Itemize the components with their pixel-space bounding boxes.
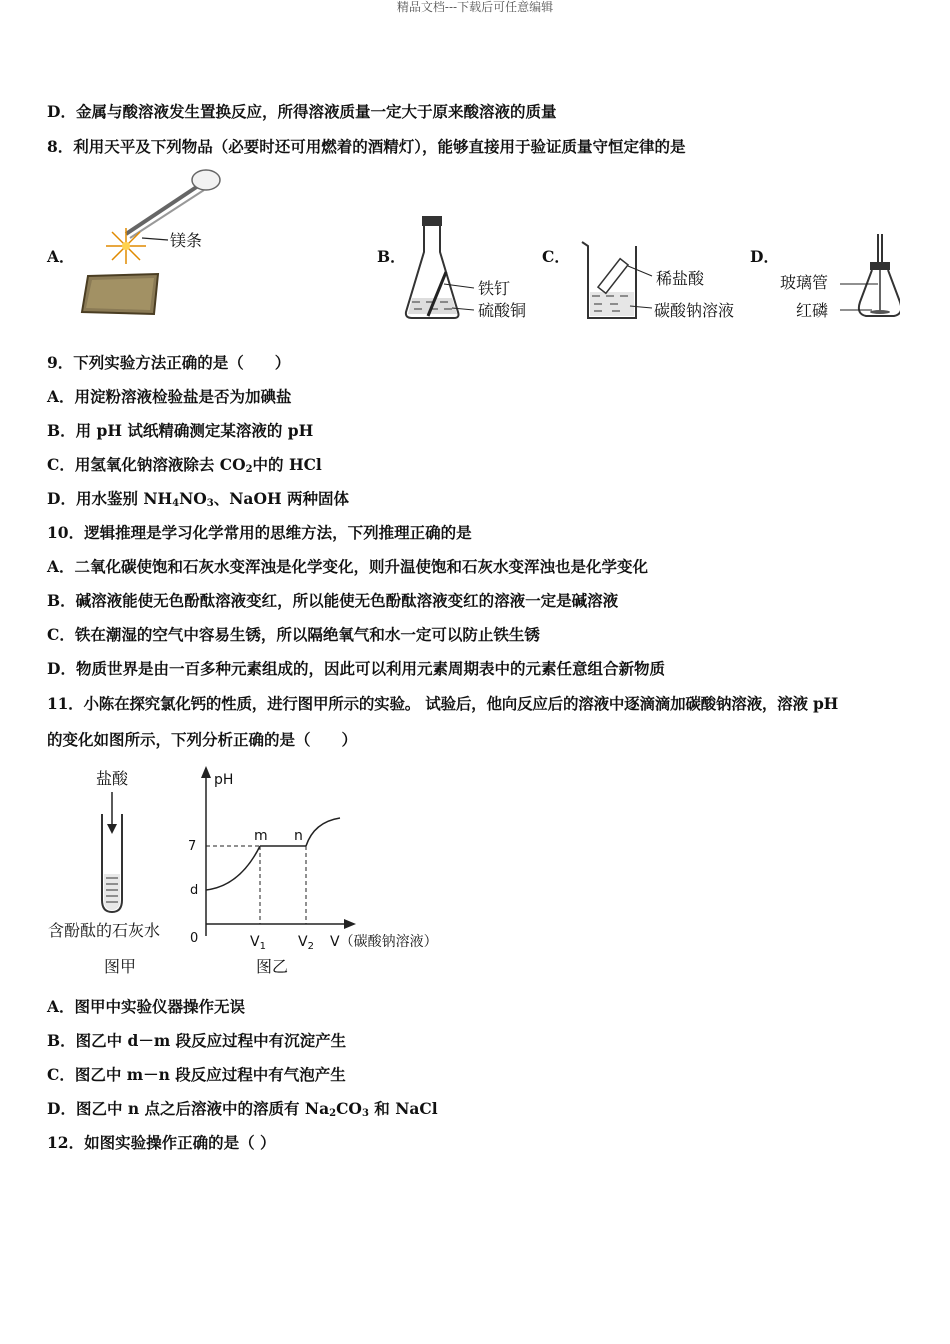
x-axis-label: V（碳酸钠溶液） <box>330 934 438 950</box>
q8-option-c-letter: C． <box>542 247 570 266</box>
q10-option-d: D．物质世界是由一百多种元素组成的，因此可以利用元素周期表中的元素任意组合新物质 <box>47 659 665 678</box>
fig-jia-tube-label: 含酚酞的石灰水 <box>48 921 161 940</box>
q8-figure-b <box>400 212 550 322</box>
fig-yi-caption: 图乙 <box>256 957 289 976</box>
curve-d-m <box>206 846 260 890</box>
page-header: 精品文档---下载后可任意编辑 <box>396 0 554 14</box>
figure-yi-chart <box>186 764 458 980</box>
q11-stem-line1: 11．小陈在探究氯化钙的性质，进行图甲所示的实验。 试验后，他向反应后的溶液中逐滴滴加碳酸钠溶液，溶液 pH <box>47 694 839 713</box>
q11-option-c: C．图乙中 m－n 段反应过程中有气泡产生 <box>47 1065 346 1084</box>
figure-jia <box>44 764 184 980</box>
q10-option-b: B．碱溶液能使无色酚酞溶液变红，所以能使无色酚酞溶液变红的溶液一定是碱溶液 <box>47 591 619 610</box>
q8-figure-c <box>578 236 768 324</box>
point-label-n: n <box>294 828 303 844</box>
origin-label: 0 <box>190 931 199 946</box>
q8-b-label2: 硫酸铜 <box>478 301 527 320</box>
q10-option-a: A．二氧化碳使饱和石灰水变浑浊是化学变化，则升温使饱和石灰水变浑浊也是化学变化 <box>47 557 649 576</box>
q9-option-a: A．用淀粉溶液检验盐是否为加碘盐 <box>47 387 292 406</box>
q7-option-d: D．金属与酸溶液发生置换反应，所得溶液质量一定大于原来酸溶液的质量 <box>47 102 557 121</box>
curve-after-n <box>306 818 340 846</box>
q8-figure-d <box>780 232 900 324</box>
q8-option-d-letter: D． <box>750 247 779 266</box>
q8-figure-a <box>76 166 246 316</box>
q8-option-b-letter: B． <box>377 247 406 266</box>
q11-stem-line2: 的变化如图所示，下列分析正确的是（ ） <box>47 730 358 749</box>
q9-option-b: B．用 pH 试纸精确测定某溶液的 pH <box>47 421 314 440</box>
q11-option-b: B．图乙中 d－m 段反应过程中有沉淀产生 <box>47 1031 347 1050</box>
y-tick-d: d <box>190 883 199 898</box>
q8-option-a-letter: A． <box>47 247 75 266</box>
q8-c-label2: 碳酸钠溶液 <box>654 301 735 320</box>
q8-stem: 8．利用天平及下列物品（必要时还可用燃着的酒精灯），能够直接用于验证质量守恒定律的是 <box>47 137 686 156</box>
fig-jia-caption: 图甲 <box>104 957 137 976</box>
q10-option-c: C．铁在潮湿的空气中容易生锈，所以隔绝氧气和水一定可以防止铁生锈 <box>47 625 540 644</box>
q9-stem: 9．下列实验方法正确的是（ ） <box>47 353 291 372</box>
q9-option-d: D．用水鉴别 $NH_4NO_3$、NaOH 两种固体 <box>47 489 350 509</box>
x-tick-v2: $V_2$ <box>298 934 314 952</box>
q11-option-a: A．图甲中实验仪器操作无误 <box>47 997 246 1016</box>
y-tick-7: 7 <box>188 839 197 854</box>
y-axis-label: pH <box>214 772 234 788</box>
fig-jia-reagent: 盐酸 <box>96 769 129 788</box>
q10-stem: 10．逻辑推理是学习化学常用的思维方法，下列推理正确的是 <box>47 523 472 542</box>
q8-b-label1: 铁钉 <box>478 279 511 298</box>
x-tick-v1: $V_1$ <box>250 934 266 952</box>
q8-c-label1: 稀盐酸 <box>656 269 705 288</box>
q12-stem: 12．如图实验操作正确的是（ ） <box>47 1133 276 1152</box>
q11-option-d: D．图乙中 n 点之后溶液中的溶质有 $Na_2CO_3$ 和 NaCl <box>47 1099 438 1119</box>
q9-option-c: C．用氢氧化钠溶液除去 $CO_2$中的 HCl <box>47 455 322 475</box>
q8-d-label1: 玻璃管 <box>780 273 829 292</box>
q8-d-label2: 红磷 <box>796 301 829 320</box>
point-label-m: m <box>254 828 268 844</box>
q8-a-label: 镁条 <box>170 231 203 250</box>
